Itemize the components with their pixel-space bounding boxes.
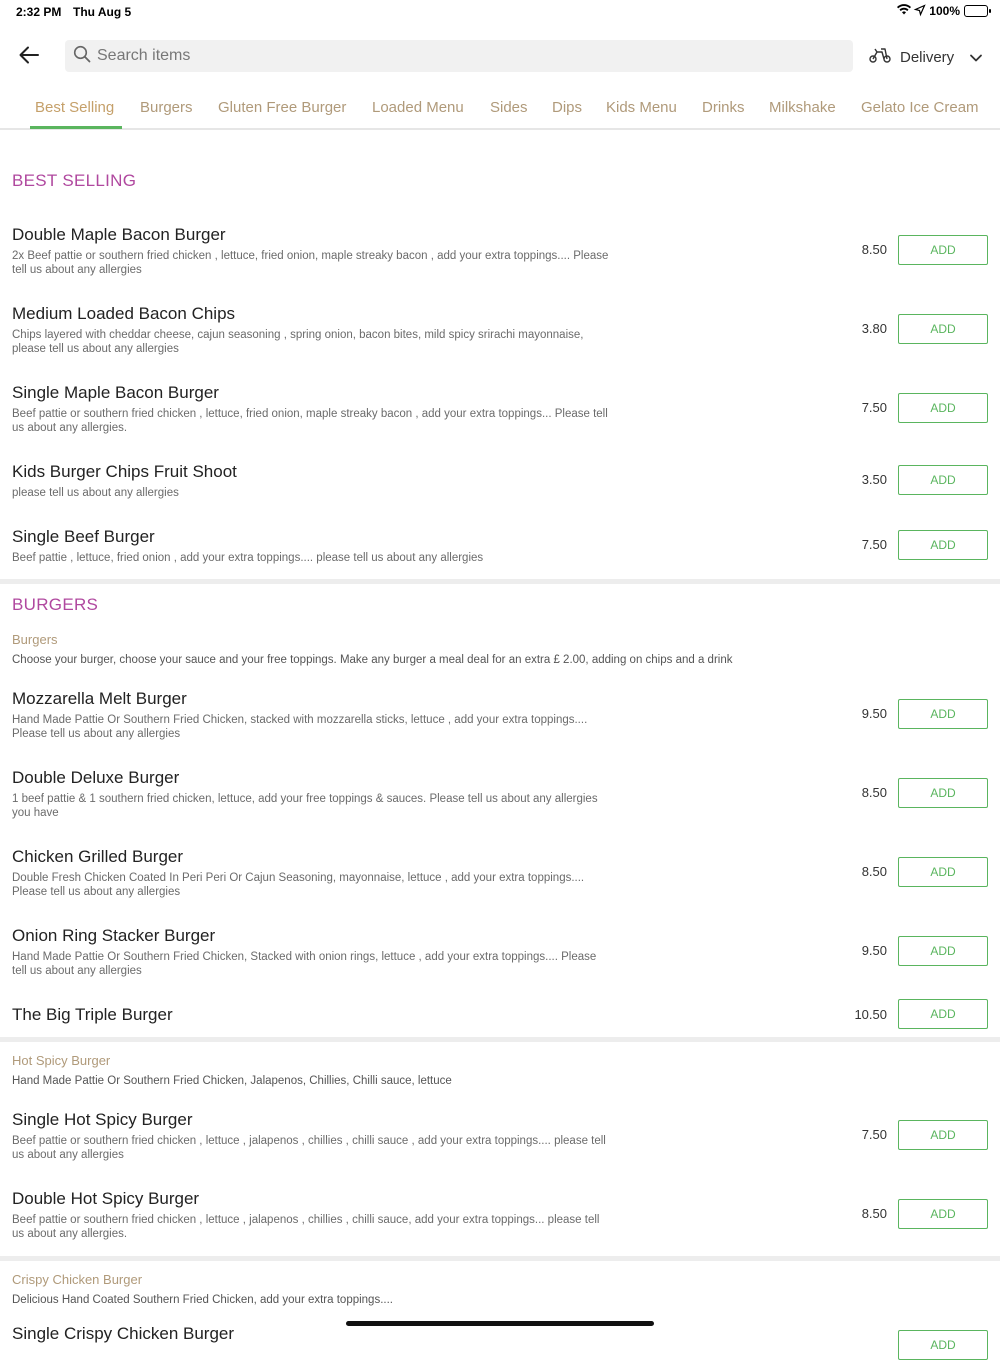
item-description: Chips layered with cheddar cheese, cajun seasoning , spring onion, bacon bites, mild spicy srirachi mayonnaise, please tell us about any allergies (12, 329, 584, 355)
tab-burgers[interactable]: Burgers (140, 99, 193, 116)
item-price: 8.50 (861, 242, 887, 257)
item-description: Beef pattie , lettuce, fried onion , add your extra toppings.... please tell us about any allergies (12, 552, 484, 564)
add-button[interactable]: ADD (898, 699, 988, 729)
item-price: 7.50 (861, 537, 887, 552)
add-button[interactable]: ADD (898, 235, 988, 265)
wifi-icon (897, 4, 911, 18)
battery-icon (964, 5, 988, 17)
item-name: Single Hot Spicy Burger (12, 1110, 193, 1129)
status-bar (0, 0, 1000, 24)
item-description: Hand Made Pattie Or Southern Fried Chicken, stacked with mozzarella sticks, lettuce , add your extra toppings.... Please tell us about any allergies (12, 714, 588, 740)
category-tabs (0, 86, 1000, 130)
item-name: Mozzarella Melt Burger (12, 689, 187, 708)
arrow-left-icon (19, 46, 39, 69)
add-button[interactable]: ADD (898, 1199, 988, 1229)
item-price: 8.50 (861, 1206, 887, 1221)
item-description: Beef pattie or southern fried chicken , lettuce, fried onion, maple streaky bacon , add your extra toppings... Please tell us about any allergies. (12, 408, 608, 434)
add-button[interactable]: ADD (898, 857, 988, 887)
item-name: Kids Burger Chips Fruit Shoot (12, 462, 237, 481)
active-tab-indicator (30, 126, 122, 129)
item-description: 1 beef pattie & 1 southern fried chicken, lettuce, add your free toppings & sauces. Please tell us about any allergies you have (12, 793, 598, 819)
tab-dips[interactable]: Dips (552, 99, 583, 116)
item-description: 2x Beef pattie or southern fried chicken , lettuce, fried onion, maple streaky bacon , add your extra toppings.... Please tell us about any allergies (12, 250, 609, 276)
status-date: Thu Aug 5 (73, 5, 132, 19)
item-name: Double Hot Spicy Burger (12, 1189, 200, 1208)
item-price: 9.50 (861, 943, 887, 958)
subsection-description: Choose your burger, choose your sauce and your free toppings. Make any burger a meal deal for an extra £ 2.00, adding on chips and a drink (12, 654, 733, 666)
delivery-selector[interactable] (868, 44, 982, 70)
item-description: Hand Made Pattie Or Southern Fried Chicken, Stacked with onion rings, lettuce , add your extra toppings.... Please tell us about any allergies (12, 951, 597, 977)
item-price: 8.50 (861, 785, 887, 800)
scooter-icon (868, 46, 892, 68)
subsection-title: Crispy Chicken Burger (12, 1272, 143, 1287)
status-time: 2:32 PM (16, 5, 62, 19)
section-title-best-selling: BEST SELLING (12, 171, 137, 190)
item-name: Double Deluxe Burger (12, 768, 180, 787)
section-divider (0, 1256, 1000, 1261)
add-button[interactable]: ADD (898, 936, 988, 966)
item-price: 3.80 (861, 321, 887, 336)
search-input[interactable] (97, 47, 797, 65)
add-button[interactable]: ADD (898, 1330, 988, 1360)
tab-drinks[interactable]: Drinks (702, 99, 745, 116)
tab-loaded-menu[interactable]: Loaded Menu (372, 99, 464, 116)
add-button[interactable]: ADD (898, 999, 988, 1029)
item-price: 7.50 (861, 400, 887, 415)
menu-list (0, 132, 1000, 1352)
item-name: Onion Ring Stacker Burger (12, 926, 216, 945)
search-icon (73, 45, 91, 68)
item-description: Double Fresh Chicken Coated In Peri Peri Or Cajun Seasoning, mayonnaise, lettuce , add your extra toppings.... Please tell us about any allergies (12, 872, 585, 898)
delivery-label: Delivery (900, 48, 955, 66)
location-icon (915, 4, 925, 18)
subsection-title: Burgers (12, 632, 58, 647)
item-name: Single Beef Burger (12, 527, 155, 546)
section-divider (0, 1037, 1000, 1042)
section-title-burgers: BURGERS (12, 595, 99, 614)
item-price: 3.50 (861, 472, 887, 487)
item-price: 7.50 (861, 1127, 887, 1142)
item-name: Single Crispy Chicken Burger (12, 1324, 235, 1343)
add-button[interactable]: ADD (898, 314, 988, 344)
subsection-title: Hot Spicy Burger (12, 1053, 111, 1068)
item-description: Beef pattie or southern fried chicken , lettuce , jalapenos , chillies , chilli sauce, add your extra toppings... please tell us about any allergies. (12, 1214, 600, 1240)
item-name: Double Maple Bacon Burger (12, 225, 226, 244)
item-description: Beef pattie or southern fried chicken , lettuce , jalapenos , chillies , chilli sauce , add your extra toppings.... please tell us about any allergies (12, 1135, 606, 1161)
item-description: please tell us about any allergies (12, 487, 179, 499)
tab-milkshake[interactable]: Milkshake (769, 99, 836, 116)
top-bar (0, 40, 1000, 74)
add-button[interactable]: ADD (898, 1120, 988, 1150)
search-bar[interactable] (65, 40, 853, 72)
subsection-description: Hand Made Pattie Or Southern Fried Chicken, Jalapenos, Chillies, Chilli sauce, lettuce (12, 1075, 452, 1087)
tab-gluten-free-burger[interactable]: Gluten Free Burger (218, 99, 347, 116)
item-name: The Big Triple Burger (12, 1005, 173, 1024)
item-price: 10.50 (854, 1007, 887, 1022)
add-button[interactable]: ADD (898, 778, 988, 808)
add-button[interactable]: ADD (898, 465, 988, 495)
item-price: 8.50 (861, 864, 887, 879)
status-right (897, 4, 988, 18)
section-divider (0, 579, 1000, 584)
home-indicator[interactable] (346, 1321, 654, 1326)
subsection-description: Delicious Hand Coated Southern Fried Chicken, add your extra toppings.... (12, 1294, 393, 1306)
add-button[interactable]: ADD (898, 393, 988, 423)
back-button[interactable] (14, 42, 44, 72)
battery-percent: 100% (929, 4, 960, 18)
item-price: 9.50 (861, 706, 887, 721)
item-name: Chicken Grilled Burger (12, 847, 184, 866)
tab-kids-menu[interactable]: Kids Menu (606, 99, 677, 116)
item-name: Medium Loaded Bacon Chips (12, 304, 236, 323)
chevron-down-icon (970, 49, 982, 66)
item-name: Single Maple Bacon Burger (12, 383, 219, 402)
tab-sides[interactable]: Sides (490, 99, 528, 116)
tab-best-selling[interactable]: Best Selling (35, 99, 115, 116)
add-button[interactable]: ADD (898, 530, 988, 560)
tab-gelato-ice-cream[interactable]: Gelato Ice Cream (861, 99, 979, 116)
